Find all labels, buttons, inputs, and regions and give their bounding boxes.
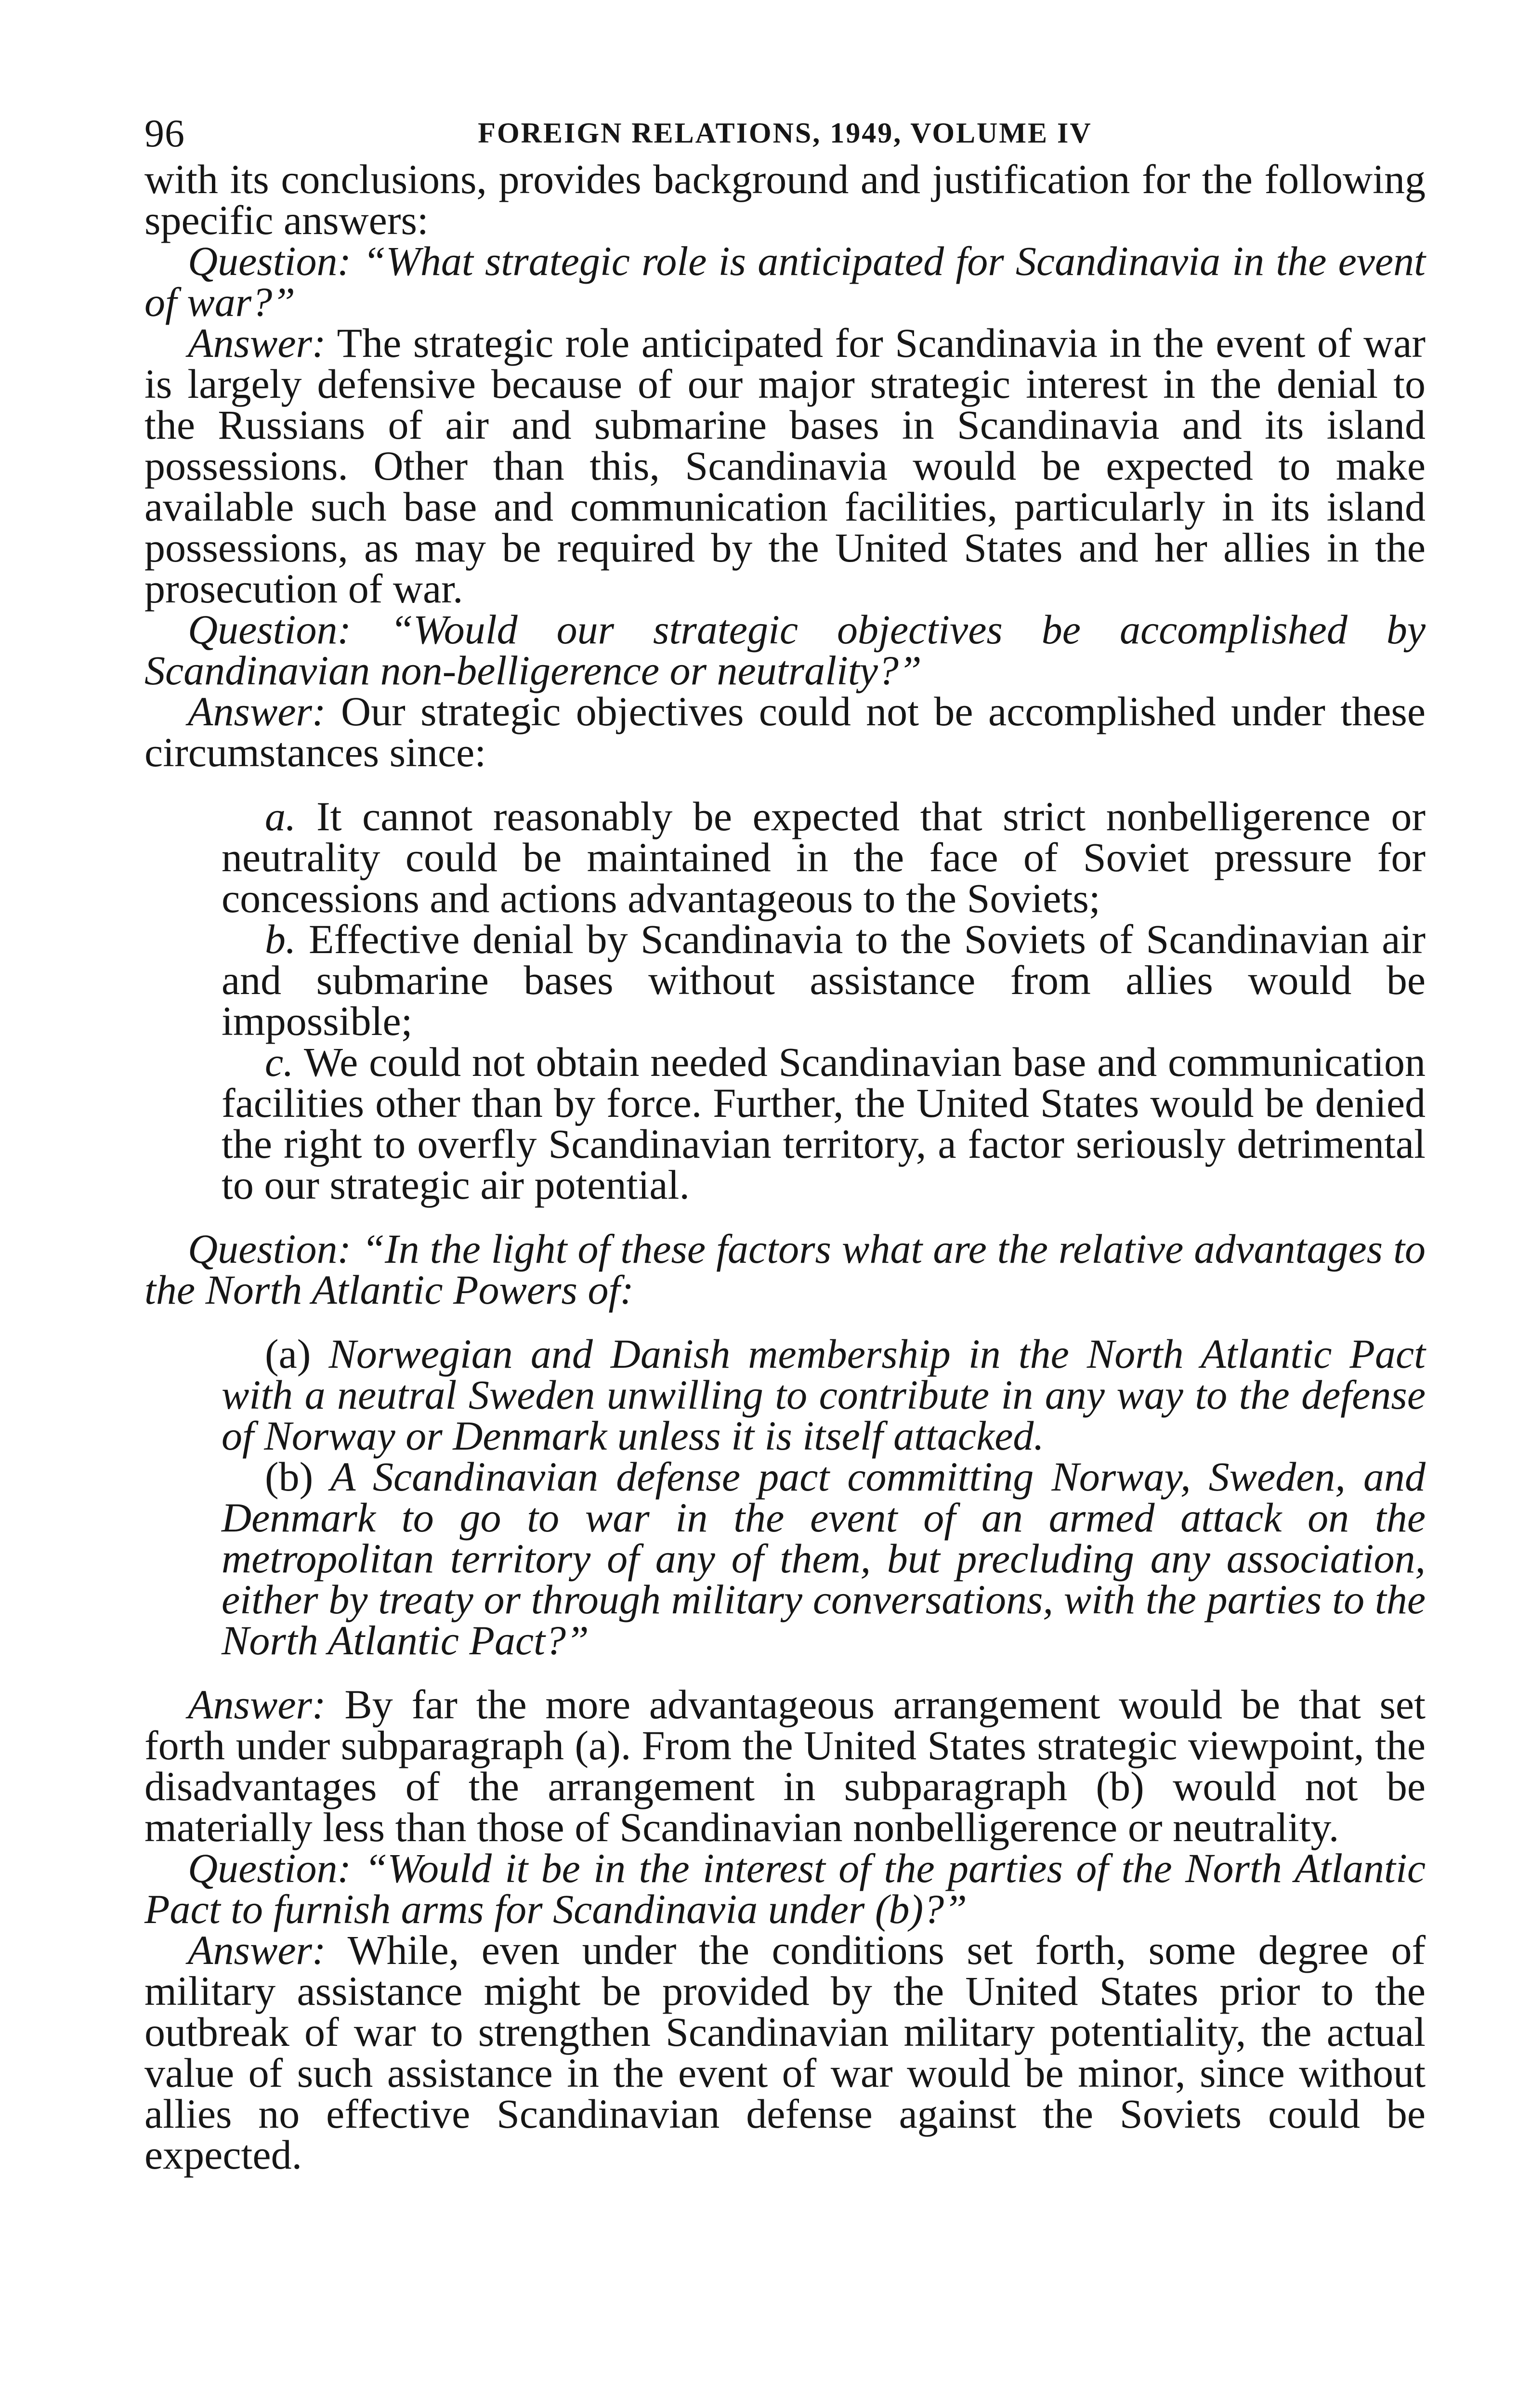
document-page <box>144 96 1426 2178</box>
answer-label: Answer: <box>188 320 326 366</box>
answer-text: While, even under the conditions set forth, some degree of military assistance might be provided by the United States prior to the outbreak of war to strengthen Scandinavian military potentiality, the actual value of such assistance in the event of war would be minor, since without allies no effective Scandinavian defense against the Soviets could be expected. <box>144 1927 1426 2178</box>
question-label: Question: <box>188 1845 352 1891</box>
question-3 <box>144 1226 1426 1313</box>
answer-text: The strategic role anticipated for Scandinavia in the event of war is largely defensive because of our major strategic interest in the denial to the Russians of air and submarine bases in Scandinavia and its island possessions. Other than this, Scandinavia would be expected to make available such base and communication facilities, particularly in its island possessions, as may be required by the United States and her allies in the prosecution of war. <box>144 320 1426 612</box>
intro-paragraph: with its conclusions, provides background and justification for the following specific answers: <box>144 156 1426 243</box>
question-label: Question: <box>188 1226 352 1272</box>
option-marker: (a) <box>265 1331 311 1377</box>
body-text <box>144 156 1426 2178</box>
item-text: We could not obtain needed Scandinavian base and communication facilities other than by force. Further, the United States would be denied the right to overfly Scandinavian territory, a factor seriously detrimental to our strategic air potential. <box>222 1039 1426 1208</box>
question-text: “Would it be in the interest of the parties of the North Atlantic Pact to furnish arms for Scandinavia under (b)?” <box>144 1845 1426 1932</box>
answer-label: Answer: <box>188 688 326 734</box>
list-item <box>222 1039 1426 1208</box>
question-3-options <box>144 1331 1426 1663</box>
running-head: FOREIGN RELATIONS, 1949, VOLUME IV <box>478 117 1092 149</box>
question-4 <box>144 1845 1426 1932</box>
answer-2-subitems <box>144 793 1426 1208</box>
option-item <box>222 1331 1426 1459</box>
answer-1 <box>144 320 1426 612</box>
answer-text: By far the more advantageous arrangement would be that set forth under subparagraph (a). From the United States strategic viewpoint, the disadvantages of the arrangement in subparagraph (b) would not be materially less than those of Scandinavian nonbelligerence or neutrality. <box>144 1681 1426 1850</box>
page-header <box>144 96 1426 159</box>
option-text: A Scandinavian defense pact committing Norway, Sweden, and Denmark to go to war in the event of an armed attack on the metropolitan territory of any of them, but precluding any association, either by treaty or through military conversations, with the parties to the North Atlantic Pact?” <box>222 1453 1426 1663</box>
question-2 <box>144 606 1426 694</box>
answer-3 <box>144 1681 1426 1850</box>
question-label: Question: <box>188 238 352 284</box>
question-text: “What strategic role is anticipated for Scandinavia in the event of war?” <box>144 238 1426 325</box>
option-marker: (b) <box>265 1453 314 1500</box>
option-text: Norwegian and Danish membership in the North Atlantic Pact with a neutral Sweden unwilling to contribute in any way to the defense of Norway or Denmark unless it is itself attacked. <box>222 1331 1426 1459</box>
question-label: Question: <box>188 606 352 653</box>
answer-text: Our strategic objectives could not be accomplished under these circumstances since: <box>144 688 1426 775</box>
answer-4 <box>144 1927 1426 2178</box>
option-item <box>222 1453 1426 1663</box>
question-text: “Would our strategic objectives be accomplished by Scandinavian non-belligerence or neutrality?” <box>144 606 1426 694</box>
question-1 <box>144 238 1426 325</box>
answer-label: Answer: <box>188 1927 326 1973</box>
list-item <box>222 916 1426 1044</box>
item-letter: a. <box>265 793 296 839</box>
item-letter: c. <box>265 1039 294 1085</box>
question-text: “In the light of these factors what are the relative advantages to the North Atlantic Powers of: <box>144 1226 1426 1313</box>
page-number: 96 <box>144 111 185 155</box>
list-item <box>222 793 1426 921</box>
item-text: Effective denial by Scandinavia to the Soviets of Scandinavian air and submarine bases without assistance from allies would be impossible; <box>222 916 1426 1044</box>
item-text: It cannot reasonably be expected that strict nonbelligerence or neutrality could be maintained in the face of Soviet pressure for concessions and actions advantageous to the Soviets; <box>222 793 1426 921</box>
answer-label: Answer: <box>188 1681 326 1727</box>
answer-2 <box>144 688 1426 775</box>
item-letter: b. <box>265 916 296 962</box>
